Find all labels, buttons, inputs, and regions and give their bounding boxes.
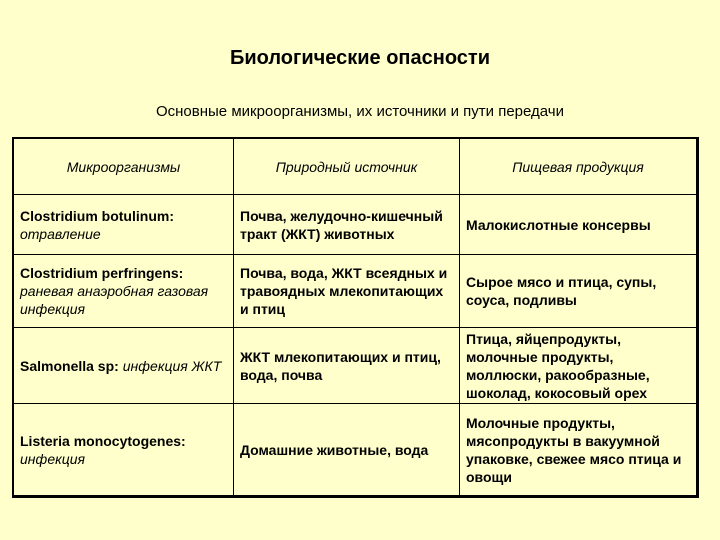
organism-name: Salmonella sp: [20,357,119,374]
food-cell: Птица, яйцепродукты, молочные продукты, моллюски, ракообразные, шоколад, кокосовый орех [460,328,697,404]
food-cell: Малокислотные консервы [460,195,697,255]
organism-cell [14,328,234,404]
table-row [14,404,697,496]
organism-name: Listeria monocytogenes: [20,432,186,449]
source-cell: ЖКТ млекопитающих и птиц, вода, почва [234,328,460,404]
food-cell: Молочные продукты, мясопродукты в вакуумной упаковке, свежее мясо птица и овощи [460,404,697,496]
organism-disease: отравление [20,225,101,242]
table-row [14,328,697,404]
source-cell: Домашние животные, вода [234,404,460,496]
page-title: Биологические опасности [229,47,491,69]
organism-cell [14,404,234,496]
header-microorganisms: Микроорганизмы [14,139,234,195]
organism-cell [14,255,234,328]
header-food-products: Пищевая продукция [460,139,697,195]
organism-cell [14,195,234,255]
organism-name: Clostridium botulinum: [20,207,174,224]
organism-disease: инфекция ЖКТ [122,357,222,374]
table-header-row [14,139,697,195]
table-row [14,195,697,255]
table-row [14,255,697,328]
organism-name: Clostridium perfringens: [20,265,184,281]
source-cell: Почва, вода, ЖКТ всеядных и травоядных млекопитающих и птиц [234,255,460,328]
organism-disease: инфекция [20,450,86,467]
header-natural-source: Природный источник [234,139,460,195]
food-cell: Сырое мясо и птица, супы, соуса, подливы [460,255,697,328]
page-subtitle: Основные микроорганизмы, их источники и пути передачи [155,103,564,120]
hazards-table [12,137,699,498]
organism-disease: раневая анаэробная газовая инфекция [20,283,209,317]
source-cell: Почва, желудочно-кишечный тракт (ЖКТ) животных [234,195,460,255]
